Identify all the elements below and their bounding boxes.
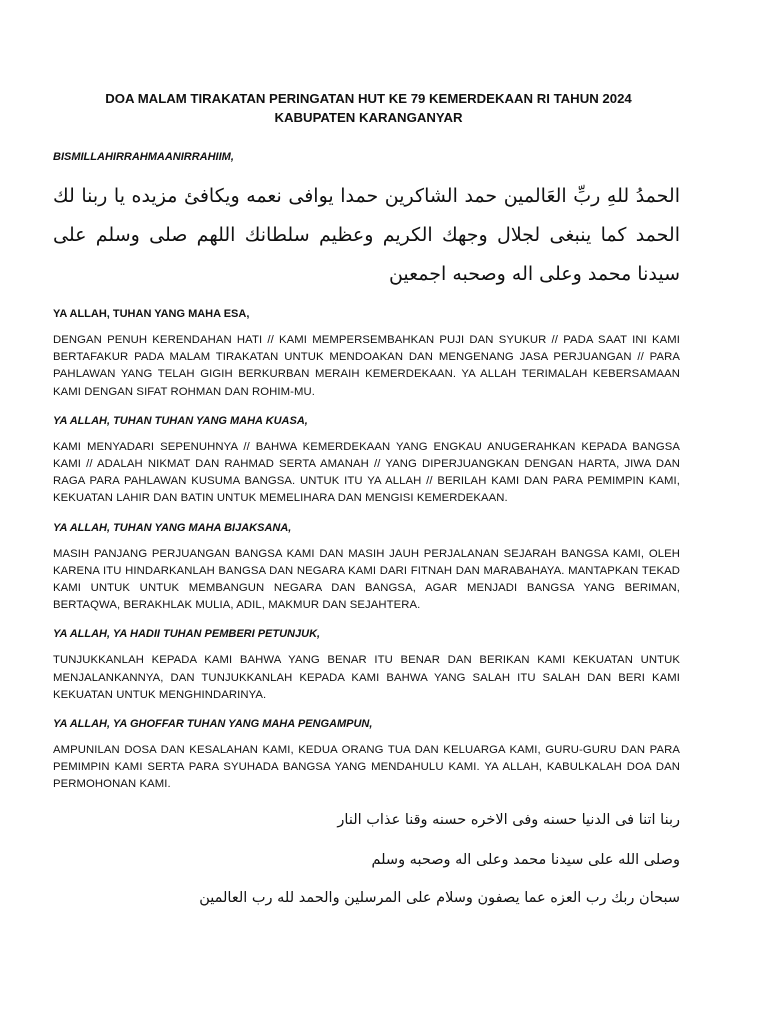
section-paragraph-3: MASIH PANJANG PERJUANGAN BANGSA KAMI DAN MASIH JAUH PERJALANAN SEJARAH BANGSA KAMI, OLEH KARENA ITU HINDARKANLAH BANGSA DAN NEGARA KAMI DARI FITNAH DAN MARABAHAYA. MANTAPKAN TEKAD KAMI UNTUK UNTUK MEMBANGUN NEGARA DAN BANGSA, AGAR MENJADI BANGSA YANG BERIMAN, BERTAQWA, BERAKHLAK MULIA, ADIL, MAKMUR DAN SEJAHTERA. (53, 547, 680, 612)
section-heading-3: YA ALLAH, TUHAN YANG MAHA BIJAKSANA, (53, 521, 292, 534)
arabic-closing-line-1: ربنا اتنا فى الدنيا حسنه وفى الاخره حسنه وقنا عذاب النار (337, 811, 680, 828)
section-heading-5: YA ALLAH, YA GHOFFAR TUHAN YANG MAHA PENGAMPUN, (53, 718, 373, 731)
document-title (53, 89, 680, 127)
section-paragraph-4: TUNJUKKANLAH KEPADA KAMI BAHWA YANG BENAR ITU BENAR DAN BERIKAN KAMI KEKUATAN UNTUK MENJALANKANNYA, DAN TUNJUKKANLAH KEPADA KAMI BAHWA YANG SALAH ITU SALAH DAN BERI KAMI KEKUATAN UNTUK MENGHINDARINYA. (53, 654, 680, 701)
arabic-closing-line-2: وصلى الله على سيدنا محمد وعلى اله وصحبه وسلم (371, 851, 680, 868)
section-heading-4: YA ALLAH, YA HADII TUHAN PEMBERI PETUNJUK, (53, 628, 321, 641)
section-paragraph-2: KAMI MENYADARI SEPENUHNYA // BAHWA KEMERDEKAAN YANG ENGKAU ANUGERAHKAN KEPADA BANGSA KAMI // ADALAH NIKMAT DAN RAHMAD SERTA AMANAH // YANG DIPERJUANGKAN DENGAN HARTA, JIWA DAN RAGA PARA PAHLAWAN KUSUMA BANGSA. UNTUK ITU YA ALLAH // BERILAH KAMI DAN PARA PEMIMPIN KAMI, KEKUATAN LAHIR DAN BATIN UNTUK MEMELIHARA DAN MENGISI KEMERDEKAAN. (53, 440, 680, 505)
arabic-opening-prayer: الحمدُ للهِ ربِّ العَالمين حمد الشاكرين حمدا يوافى نعمه ويكافئ مزيده يا ربنا لك الحمد كما ينبغى لجلال وجهك الكريم وعظيم سلطانك اللهم صلى وسلم على سيدنا محمد وعلى اله وصحبه اجمعين (53, 185, 680, 285)
arabic-closing-line-3: سبحان ربك رب العزه عما يصفون وسلام على المرسلين والحمد لله رب العالمين (199, 889, 680, 906)
section-paragraph-5: AMPUNILAN DOSA DAN KESALAHAN KAMI, KEDUA ORANG TUA DAN KELUARGA KAMI, GURU-GURU DAN PARA PEMIMPIN KAMI SERTA PARA SYUHADA BANGSA YANG MENDAHULU KAMI. YA ALLAH, KABULKALAH DOA DAN PERMOHONAN KAMI. (53, 744, 680, 791)
section-paragraph-1: DENGAN PENUH KERENDAHAN HATI // KAMI MEMPERSEMBAHKAN PUJI DAN SYUKUR // PADA SAAT INI KAMI BERTAFAKUR PADA MALAM TIRAKATAN UNTUK MENDOAKAN DAN MENGENANG JASA PERJUANGAN // PARA PAHLAWAN YANG TELAH GIGIH BERKURBAN MERAIH KEMERDEKAAN. YA ALLAH TERIMALAH KEBERSAMAAN KAMI DENGAN SIFAT ROHMAN DAN ROHIM-MU. (53, 334, 680, 398)
section-heading-2: YA ALLAH, TUHAN TUHAN YANG MAHA KUASA, (53, 414, 308, 427)
title-line-1: DOA MALAM TIRAKATAN PERINGATAN HUT KE 79 KEMERDEKAAN RI TAHUN 2024 (105, 91, 632, 106)
bismillah-heading: BISMILLAHIRRAHMAANIRRAHIIM, (53, 151, 234, 163)
section-heading-1: YA ALLAH, TUHAN YANG MAHA ESA, (53, 308, 250, 320)
title-line-2: KABUPATEN KARANGANYAR (274, 110, 463, 125)
